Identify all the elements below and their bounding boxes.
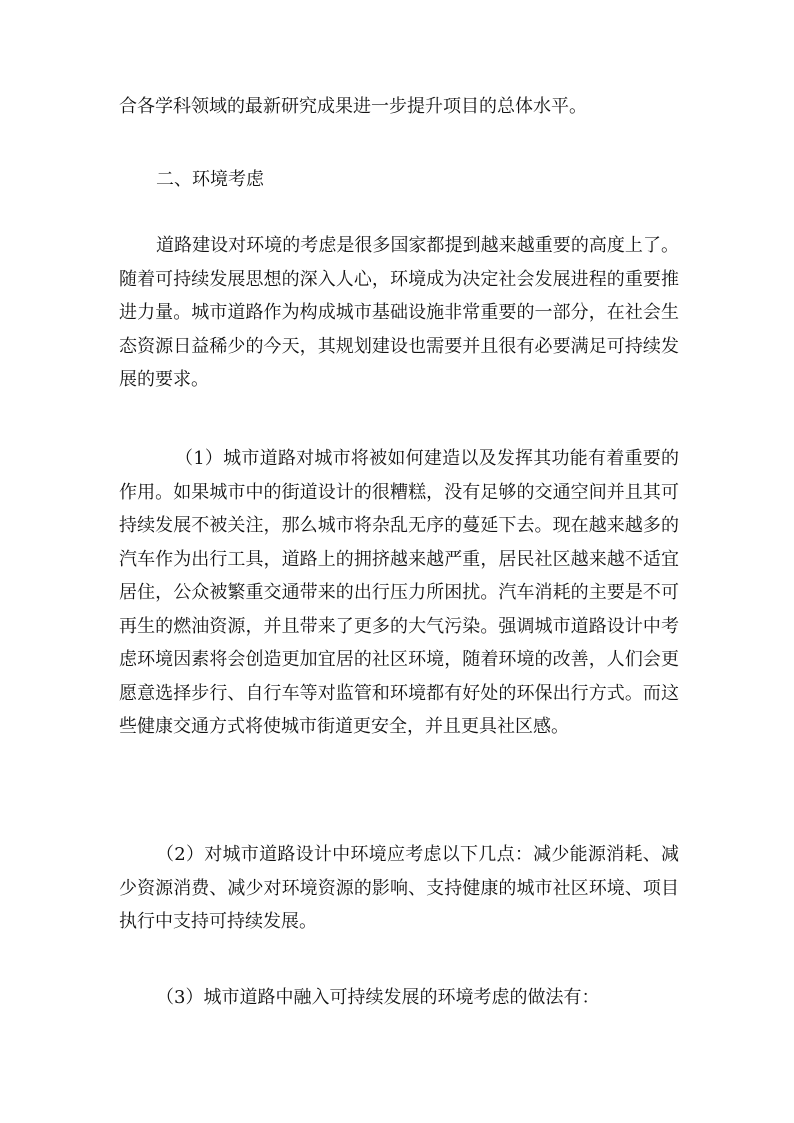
paragraph-intro: 道路建设对环境的考虑是很多国家都提到越来越重要的高度上了。随着可持续发展思想的深入人心，环境成为决定社会发展进程的重要推进力量。城市道路作为构成城市基础设施非常重要的一部分，在社会生态资源日益稀少的今天，其规划建设也需要并且很有必要满足可持续发展的要求。	[119, 235, 679, 390]
paragraph-item-1: （1）城市道路对城市将被如何建造以及发挥其功能有着重要的作用。如果城市中的街道设计的很糟糕，没有足够的交通空间并且其可持续发展不被关注，那么城市将杂乱无序的蔓延下去。现在越来越多的汽车作为出行工具，道路上的拥挤越来越严重，居民社区越来越不适宜居住，公众被繁重交通带来的出行压力所困扰。汽车消耗的主要是不可再生的燃油资源，并且带来了更多的大气污染。强调城市道路设计中考虑环境因素将会创造更加宜居的社区环境，随着环境的改善，人们会更愿意选择步行、自行车等对监管和环境都有好处的环保出行方式。而这些健康交通方式将使城市街道更安全，并且更具社区感。	[119, 448, 679, 737]
paragraph-item-2: （2）对城市道路设计中环境应考虑以下几点：减少能源消耗、减少资源消费、减少对环境资源的影响、支持健康的城市社区环境、项目执行中支持可持续发展。	[119, 844, 679, 932]
paragraph-continuation: 合各学科领域的最新研究成果进一步提升项目的总体水平。	[119, 96, 587, 117]
paragraph-item-3: （3）城市道路中融入可持续发展的环境考虑的做法有：	[156, 987, 600, 1008]
section-heading: 二、环境考虑	[156, 169, 264, 190]
